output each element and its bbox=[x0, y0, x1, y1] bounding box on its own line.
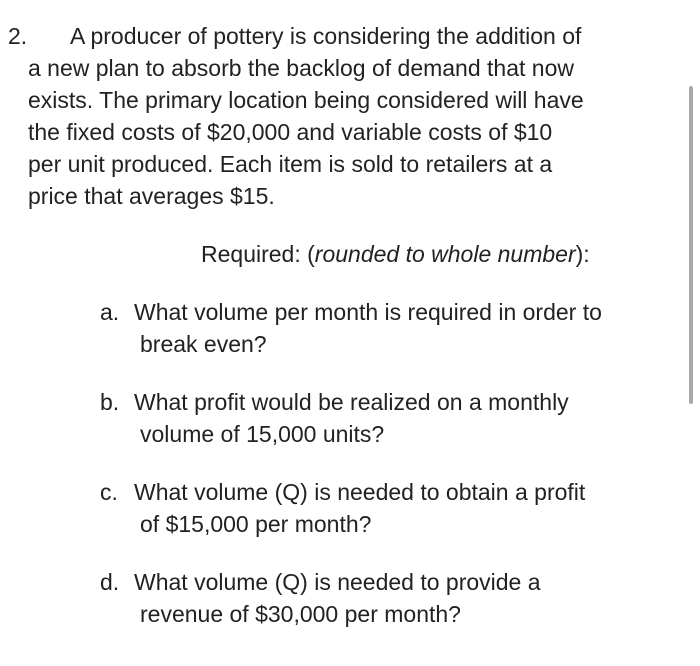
item-line: break even? bbox=[140, 331, 267, 357]
item-line: of $15,000 per month? bbox=[140, 511, 372, 537]
item-line: revenue of $30,000 per month? bbox=[140, 601, 461, 627]
item-label: a. bbox=[100, 299, 120, 325]
question-line: a new plan to absorb the backlog of demand that now bbox=[28, 55, 574, 81]
item-label: d. bbox=[100, 569, 120, 595]
item-line: What volume (Q) is needed to provide a bbox=[134, 569, 541, 595]
item-line: What profit would be realized on a monthly bbox=[134, 389, 569, 415]
item-line: volume of 15,000 units? bbox=[140, 421, 385, 447]
question-line: exists. The primary location being considered will have bbox=[28, 87, 584, 113]
question-line: price that averages $15. bbox=[28, 183, 275, 209]
question-line: A producer of pottery is considering the addition of bbox=[70, 23, 582, 49]
item-line: What volume per month is required in order to bbox=[134, 299, 602, 325]
item-label: c. bbox=[100, 479, 118, 505]
required-heading bbox=[201, 238, 590, 270]
question-number: 2. bbox=[8, 23, 28, 49]
question-line: the fixed costs of $20,000 and variable costs of $10 bbox=[28, 119, 553, 145]
question-line: per unit produced. Each item is sold to retailers at a bbox=[28, 151, 553, 177]
item-label: b. bbox=[100, 389, 120, 415]
item-line: What volume (Q) is needed to obtain a profit bbox=[134, 479, 586, 505]
required-suffix: ): bbox=[575, 241, 590, 267]
required-prefix: Required: ( bbox=[201, 241, 315, 267]
required-italic-note: rounded to whole number bbox=[314, 241, 576, 267]
vertical-scrollbar[interactable] bbox=[689, 86, 693, 404]
